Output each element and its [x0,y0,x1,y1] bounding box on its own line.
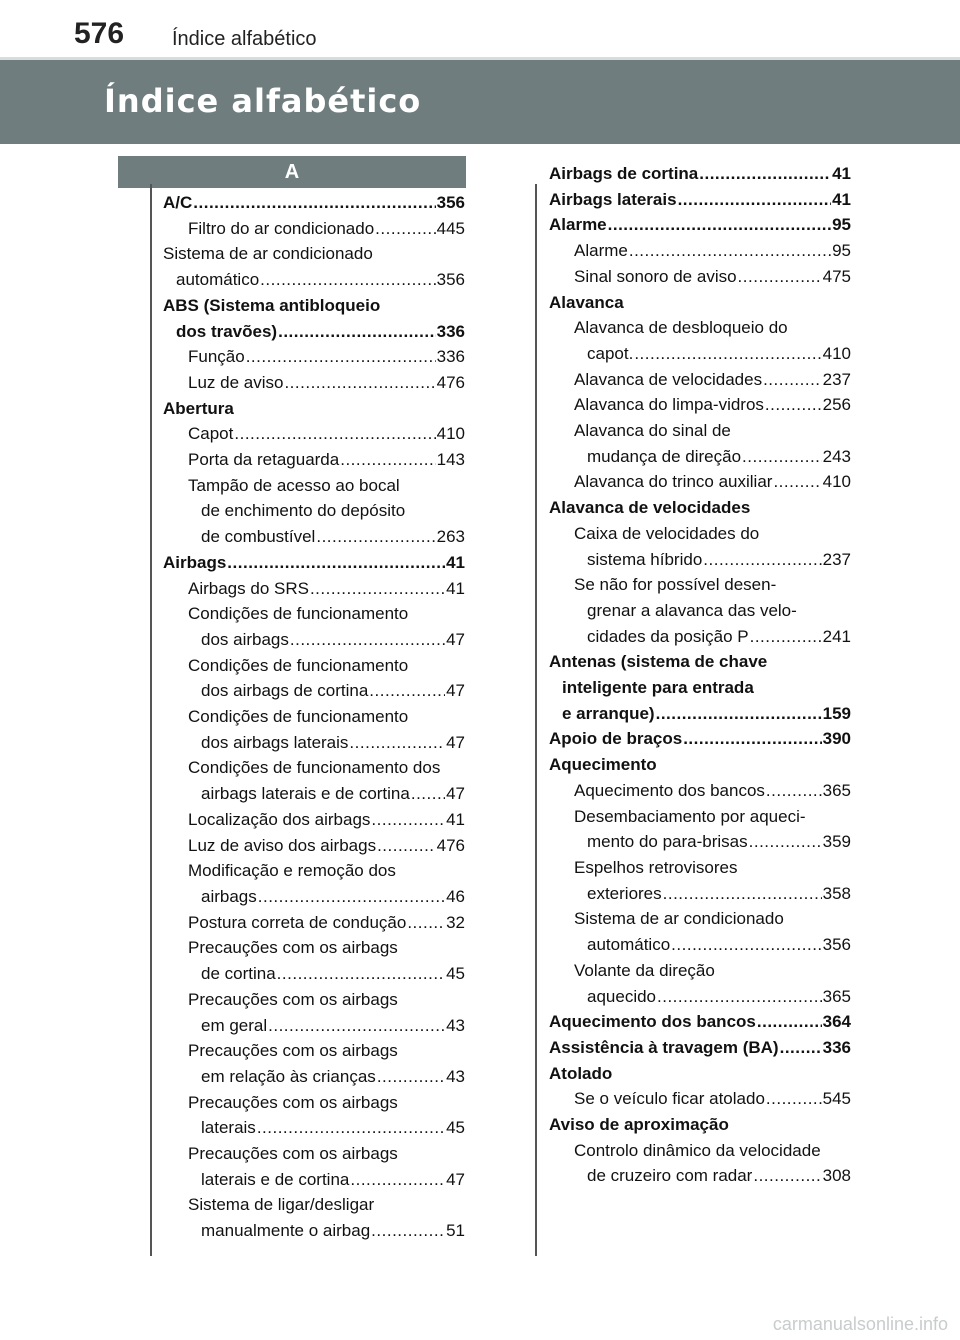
title-banner [0,60,960,144]
header-section-title: Índice alfabético [172,28,317,50]
leader-dots [310,576,445,602]
index-entry [549,469,851,495]
index-entry-text: Capot [188,424,234,444]
index-entry-text: laterais [201,1118,256,1138]
index-entry [549,444,851,470]
leader-dots [699,161,831,187]
index-entry [163,910,465,936]
index-entry [163,627,465,653]
index-entry-text: dos airbags [201,629,289,649]
index-entry [163,678,465,704]
index-entry-text: manualmente o airbag [201,1221,371,1241]
index-line: Condições de funcionamento [188,604,409,624]
index-entry [163,781,465,807]
index-entry-text: Postura correta de condução [188,912,407,932]
index-entry-text: Alarme [574,241,628,261]
index-entry-text: Airbags de cortina [549,164,699,183]
index-entry-text: Airbags [163,552,227,572]
leader-dots [316,524,435,550]
index-line: Alavanca de desbloqueio do [574,318,788,338]
index-line: Tampão de acesso ao bocal [188,475,400,495]
index-entry-text: Alavanca do limpa-vidros [574,395,764,415]
index-entry-text: de cortina [201,964,276,984]
index-page-number: 45 [446,964,465,984]
index-entry [163,1064,465,1090]
index-column-left [163,190,465,1244]
index-line: Controlo dinâmico da velocidade [574,1140,821,1160]
index-page-number: 41 [832,189,851,209]
index-entry-text: Sinal sonoro de aviso [574,266,737,286]
banner-title: Índice alfabético [104,82,422,120]
leader-dots [773,469,821,495]
index-page-number: 46 [446,886,465,906]
index-page-number: 41 [446,578,465,598]
index-entry-text: Assistência à travagem (BA) [549,1037,779,1057]
index-entry-text: Porta da retaguarda [188,450,340,470]
index-entry [163,216,465,242]
index-page-number: 41 [446,809,465,829]
index-page-number: 51 [446,1221,465,1241]
leader-dots [749,829,822,855]
index-page-number: 41 [446,552,465,572]
leader-dots [375,216,435,242]
index-line: Atolado [549,1063,613,1083]
index-entry [549,701,851,727]
index-entry [549,1035,851,1061]
index-page-number: 410 [436,424,465,444]
index-page-number: 356 [436,270,465,290]
index-entry [163,319,465,345]
index-entry-text: exteriores [587,883,662,903]
index-line: Precauções com os airbags [188,1144,398,1164]
index-entry-text: de cruzeiro com radar [587,1166,753,1186]
leader-dots [766,778,822,804]
index-entry-text: automático [176,270,260,290]
index-line: Alavanca do sinal de [574,421,731,441]
index-entry [549,984,851,1010]
index-entry-text: aquecido [587,986,657,1006]
index-line: ABS (Sistema antibloqueio [163,295,381,315]
leader-dots [257,1115,445,1141]
leader-dots [369,678,445,704]
index-page-number: 256 [822,395,851,415]
index-page-number: 336 [822,1037,851,1057]
leader-dots [349,730,445,756]
index-entry [549,341,851,367]
index-entry-text: capot. [587,343,634,363]
leader-dots [750,624,822,650]
index-line: inteligente para entrada [562,678,754,698]
leader-dots [765,392,822,418]
index-entry [549,212,851,238]
index-entry-text: Luz de aviso [188,372,284,392]
index-entry-text: em geral [201,1015,268,1035]
index-entry-text: Airbags do SRS [188,578,309,598]
index-entry-text: Alavanca de velocidades [574,369,763,389]
index-entry [163,730,465,756]
index-entry [549,161,851,187]
index-entry [163,884,465,910]
leader-dots [246,344,436,370]
index-entry [549,829,851,855]
index-line: Condições de funcionamento [188,655,409,675]
index-page-number: 359 [822,832,851,852]
index-line: Desembaciamento por aqueci- [574,806,806,826]
index-entry [163,1013,465,1039]
index-entry [549,392,851,418]
index-line: Precauções com os airbags [188,938,398,958]
index-entry-text: de combustível [201,527,316,547]
leader-dots [350,1167,445,1193]
index-line: Sistema de ligar/desligar [188,1195,375,1215]
leader-dots [634,341,821,367]
index-entry-text: e arranque) [562,703,655,723]
index-page-number: 47 [446,681,465,701]
leader-dots [629,238,831,264]
index-line: Antenas (sistema de chave [549,652,768,672]
leader-dots [277,961,445,987]
index-line: Caixa de velocidades do [574,523,760,543]
index-page-number: 356 [436,193,465,212]
index-page-number: 243 [822,446,851,466]
index-page-number: 45 [446,1118,465,1138]
leader-dots [671,932,821,958]
index-line: Abertura [163,398,234,418]
index-entry [163,833,465,859]
index-entry [163,421,465,447]
index-line: Precauções com os airbags [188,1092,398,1112]
index-entry-text: Aquecimento dos bancos [549,1012,756,1032]
index-line: Sistema de ar condicionado [163,244,373,264]
watermark: carmanualsonline.info [772,1314,948,1334]
right-column-rule [535,184,537,1256]
leader-dots [371,1218,445,1244]
leader-dots [780,1035,822,1061]
index-entry [163,550,465,576]
index-line: Se não for possível desen- [574,575,777,595]
index-entry-text: laterais e de cortina [201,1169,350,1189]
index-line: Modificação e remoção dos [188,861,396,881]
index-entry [163,807,465,833]
index-entry [163,1167,465,1193]
index-entry-text: airbags laterais e de cortina [201,784,410,804]
index-entry-text: Função [188,347,245,367]
index-entry [549,1009,851,1035]
index-entry-text: Apoio de braços [549,729,683,749]
index-page-number: 43 [446,1066,465,1086]
index-page-number: 356 [822,935,851,955]
leader-dots [703,547,821,573]
index-entry [163,370,465,396]
index-page-number: 308 [822,1166,851,1186]
index-entry-text: sistema híbrido [587,549,703,569]
left-column-rule [150,184,152,1256]
index-page-number: 47 [446,1169,465,1189]
index-entry-text: Alarme [549,215,607,235]
index-entry-text: dos airbags de cortina [201,681,369,701]
index-entry [549,624,851,650]
index-line: Aviso de aproximação [549,1115,729,1135]
leader-dots [411,781,445,807]
index-entry-text: em relação às crianças [201,1066,376,1086]
letter-heading: A [118,156,466,188]
index-entry-text: dos airbags laterais [201,732,349,752]
index-page-number: 545 [822,1089,851,1109]
index-page-number: 476 [436,372,465,392]
index-page-number: 237 [822,369,851,389]
index-entry [549,187,851,213]
leader-dots [268,1013,445,1039]
index-page-number: 390 [822,729,851,749]
index-entry-text: Localização dos airbags [188,809,371,829]
index-entry [163,1115,465,1141]
leader-dots [738,264,822,290]
index-page-number: 95 [832,241,851,261]
index-entry [549,264,851,290]
index-page-number: 43 [446,1015,465,1035]
leader-dots [742,444,822,470]
index-entry [549,881,851,907]
index-column-right [549,161,851,1189]
leader-dots [407,910,445,936]
index-entry [549,778,851,804]
index-page-number: 336 [436,347,465,367]
index-page-number: 143 [436,450,465,470]
leader-dots [234,421,435,447]
index-page-number: 365 [822,986,851,1006]
index-entry [549,726,851,752]
index-line: grenar a alavanca das velo- [587,600,797,620]
index-entry-text: dos travões) [176,321,278,341]
index-entry [163,267,465,293]
index-entry-text: Alavanca do trinco auxiliar [574,472,773,492]
leader-dots [284,370,435,396]
leader-dots [227,550,445,576]
leader-dots [377,833,436,859]
index-page-number: 410 [822,472,851,492]
leader-dots [278,319,436,345]
index-page-number: 32 [446,912,465,932]
leader-dots [763,367,822,393]
index-entry-text: airbags [201,886,257,906]
index-line: Precauções com os airbags [188,1041,398,1061]
leader-dots [608,212,831,238]
leader-dots [656,701,822,727]
index-page-number: 95 [832,215,851,235]
index-entry [549,1163,851,1189]
index-page-number: 241 [822,626,851,646]
index-entry [163,1218,465,1244]
index-entry-text: A/C [163,193,193,212]
leader-dots [290,627,445,653]
index-line: Aquecimento [549,755,657,775]
leader-dots [757,1009,822,1035]
leader-dots [657,984,822,1010]
index-entry [163,524,465,550]
index-entry [163,190,465,216]
index-page-number: 364 [822,1012,851,1032]
index-page-number: 476 [436,835,465,855]
index-line: Volante da direção [574,960,715,980]
index-entry [163,447,465,473]
index-page-number: 358 [822,883,851,903]
index-entry-text: Se o veículo ficar atolado [574,1089,765,1109]
index-entry [163,576,465,602]
index-entry [549,367,851,393]
index-page-number: 159 [822,703,851,723]
index-entry [549,238,851,264]
index-line: Condições de funcionamento [188,707,409,727]
index-entry [163,961,465,987]
index-page-number: 47 [446,732,465,752]
index-line: de enchimento do depósito [201,501,406,521]
index-line: Alavanca [549,292,624,312]
index-page-number: 41 [832,164,851,183]
leader-dots [258,884,445,910]
index-page-number: 475 [822,266,851,286]
index-page-number: 410 [822,343,851,363]
index-page-number: 263 [436,527,465,547]
index-entry [549,1086,851,1112]
leader-dots [193,190,435,216]
index-page-number: 237 [822,549,851,569]
index-entry-text: Airbags laterais [549,189,677,209]
leader-dots [371,807,445,833]
index-page-number: 365 [822,780,851,800]
index-entry-text: mudança de direção [587,446,742,466]
index-entry-text: Luz de aviso dos airbags [188,835,377,855]
index-line: Precauções com os airbags [188,989,398,1009]
leader-dots [678,187,832,213]
index-entry [549,932,851,958]
page-number: 576 [74,17,125,50]
index-entry-text: Filtro do ar condicionado [188,218,375,238]
leader-dots [340,447,435,473]
index-entry [549,547,851,573]
leader-dots [753,1163,821,1189]
index-entry-text: automático [587,935,671,955]
leader-dots [766,1086,822,1112]
index-page-number: 445 [436,218,465,238]
index-page-number: 47 [446,784,465,804]
index-entry-text: Aquecimento dos bancos [574,780,765,800]
index-page-number: 336 [436,321,465,341]
leader-dots [663,881,822,907]
index-line: Espelhos retrovisores [574,857,738,877]
index-entry [163,344,465,370]
index-line: Alavanca de velocidades [549,498,751,518]
index-entry-text: mento do para-brisas [587,832,748,852]
leader-dots [377,1064,445,1090]
index-line: Sistema de ar condicionado [574,909,784,929]
leader-dots [260,267,435,293]
index-line: Condições de funcionamento dos [188,758,441,778]
leader-dots [683,726,821,752]
index-page-number: 47 [446,629,465,649]
index-entry-text: cidades da posição P [587,626,749,646]
